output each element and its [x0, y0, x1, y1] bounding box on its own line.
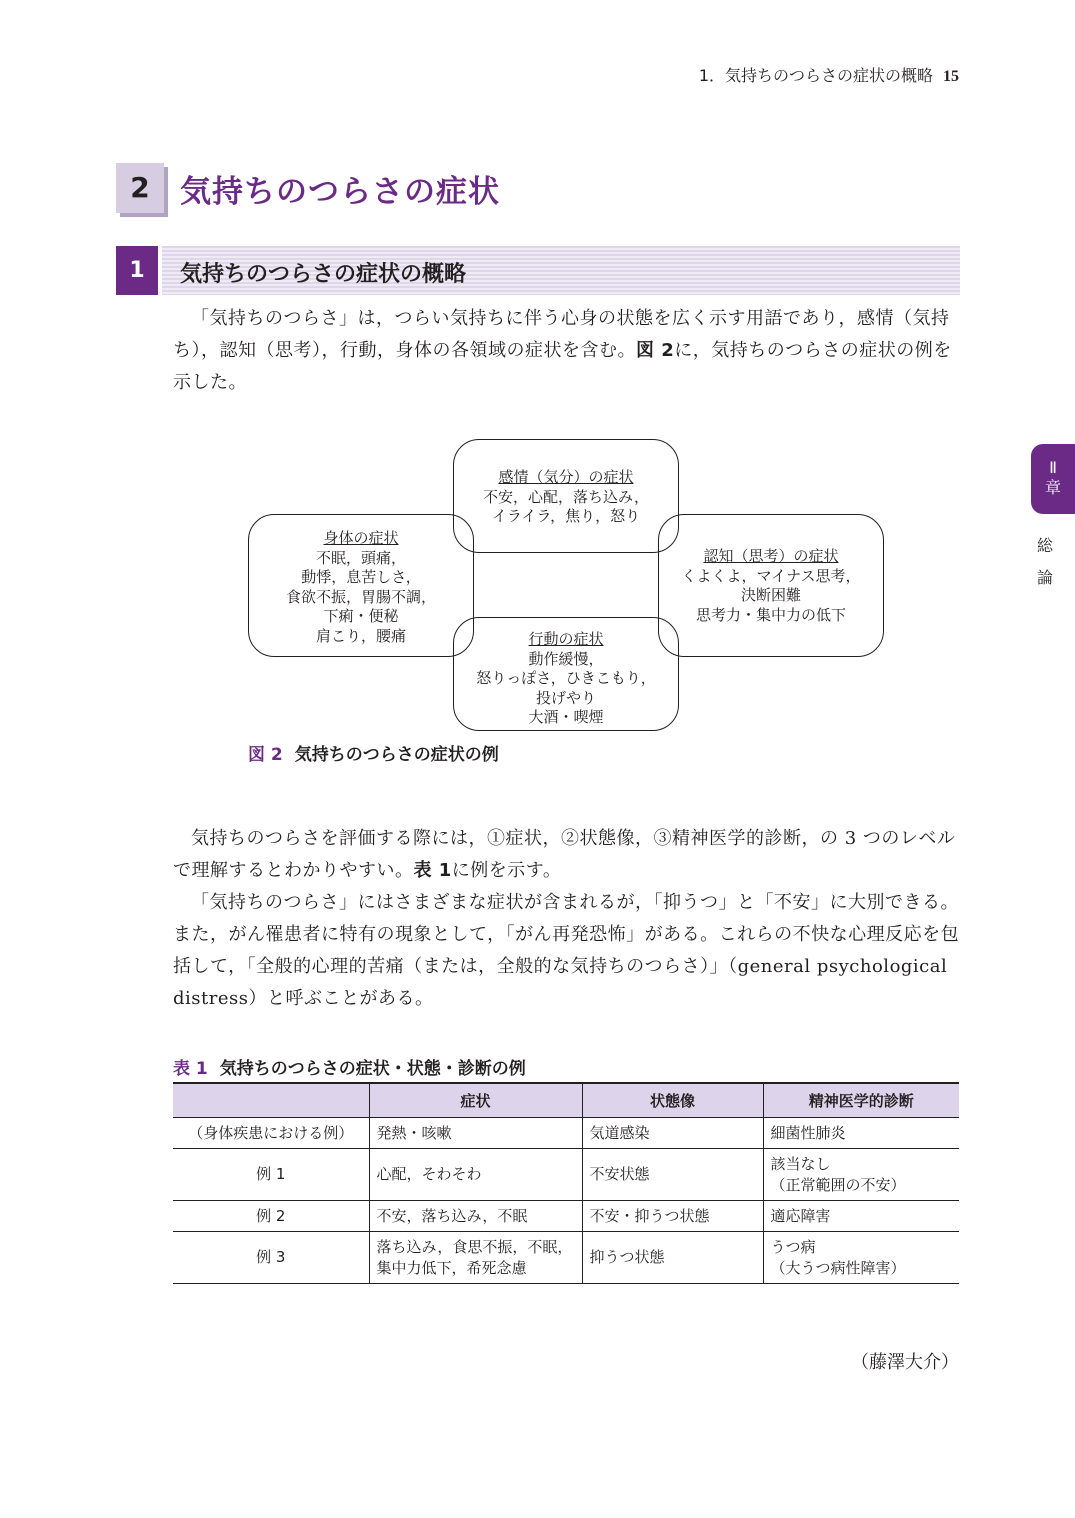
body-symptoms-box: 身体の症状 不眠，頭痛， 動悸，息苦しさ， 食欲不振，胃腸不調， 下痢・便秘 肩こり，腰痛 — [248, 514, 474, 657]
table-caption: 表 1 気持ちのつらさの症状・状態・診断の例 — [173, 1059, 526, 1079]
intro-paragraph: 「気持ちのつらさ」は，つらい気持ちに伴う心身の状態を広く示す用語であり，感情（気持ち），認知（思考），行動，身体の各領域の症状を含む。図 2に，気持ちのつらさの症状の例を示した。 — [173, 308, 952, 393]
cognition-symptoms-box: 認知（思考）の症状 くよくよ，マイナス思考， 決断困難 思考力・集中力の低下 — [658, 514, 884, 657]
table-header-row: 症状 状態像 精神医学的診断 — [173, 1083, 959, 1118]
section-title: 気持ちのつらさの症状の概略 — [180, 262, 467, 287]
symptom-table — [173, 1082, 959, 1284]
emotion-symptoms-box: 感情（気分）の症状 不安，心配，落ち込み， イライラ，焦り，怒り — [453, 439, 679, 553]
chapter-tab-subtitle: 総 論 — [1036, 536, 1053, 587]
chapter-title: 気持ちのつらさの症状 — [180, 174, 500, 210]
running-head — [699, 63, 959, 86]
chapter-number: 2 — [116, 163, 164, 213]
table-row: （身体疾患における例） 発熱・咳嗽 気道感染 細菌性肺炎 — [173, 1118, 959, 1149]
table-row: 例 2 不安，落ち込み，不眠 不安・抑うつ状態 適応障害 — [173, 1201, 959, 1232]
behavior-symptoms-box: 行動の症状 動作緩慢， 怒りっぽさ，ひきこもり， 投げやり 大酒・喫煙 — [453, 617, 679, 731]
section-number: 1 — [116, 246, 158, 295]
author-name: （藤澤大介） — [851, 1352, 959, 1373]
figure-caption: 図 2 気持ちのつらさの症状の例 — [248, 745, 499, 765]
table-row: 例 1 心配，そわそわ 不安状態 該当なし （正常範囲の不安） — [173, 1149, 959, 1201]
page-number: 15 — [943, 68, 959, 85]
table-reference: 表 1 — [413, 860, 452, 881]
figure-reference: 図 2 — [636, 340, 675, 361]
chapter-tab: Ⅱ 章 — [1031, 444, 1075, 514]
body-paragraphs: 気持ちのつらさを評価する際には，①症状，②状態像，③精神医学的診断，の 3 つのレベルで理解するとわかりやすい。表 1に例を示す。 「気持ちのつらさ」にはさまざまな症状が含まれるが，「抑うつ」と「不安」に大別できる。また，がん罹患者に特有の現象として，「がん再発恐怖」がある。これらの不快な心理反応を包括して，「全般的心理的苦痛（または，全般的な気持ちのつらさ）」（general psychological distress）と呼ぶことがある。 — [173, 828, 960, 1009]
running-head-title: 1．気持ちのつらさの症状の概略 — [698, 66, 933, 85]
table-row: 例 3 落ち込み，食思不振，不眠， 集中力低下，希死念慮 抑うつ状態 うつ病 （大うつ病性障害） — [173, 1232, 959, 1284]
